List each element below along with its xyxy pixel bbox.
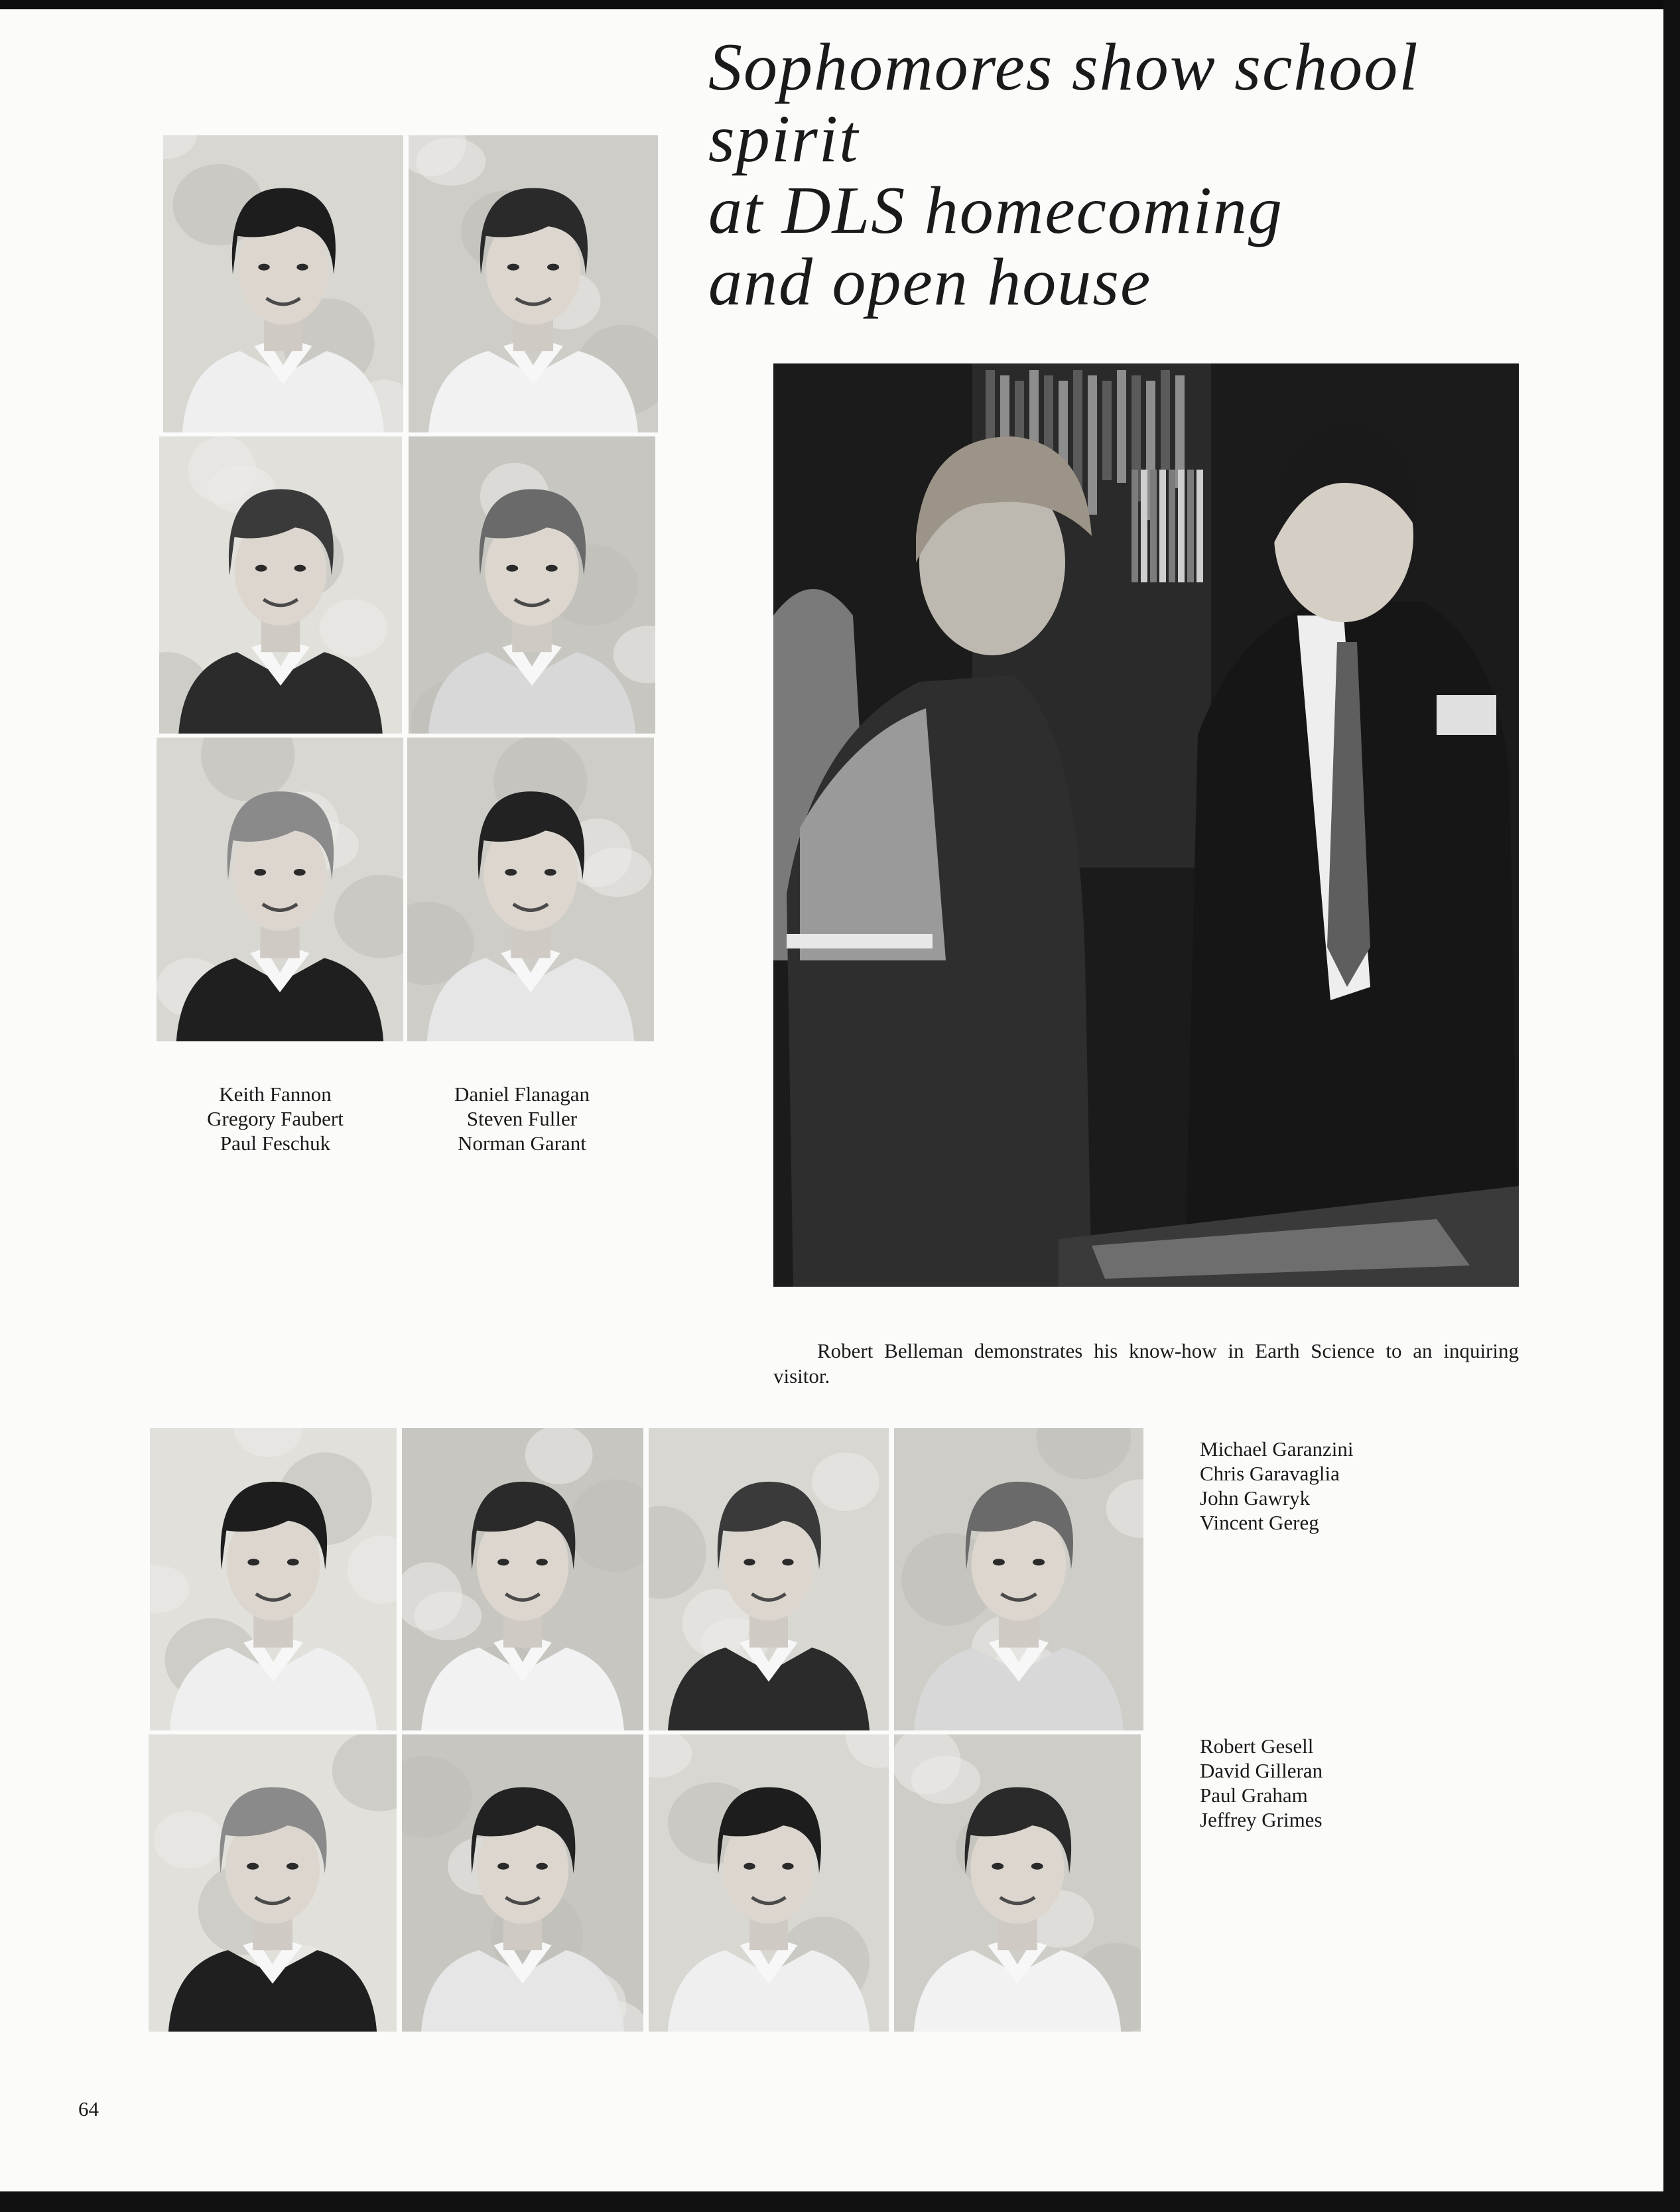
scan-border [0, 2191, 1680, 2212]
student-name: Daniel Flanagan [454, 1082, 590, 1106]
book-spine [1161, 370, 1170, 470]
eye-shape [546, 565, 558, 572]
book-spine [1141, 470, 1147, 582]
portrait-illustration [163, 135, 403, 432]
eye-shape [536, 1559, 547, 1565]
portrait-illustration [402, 1428, 643, 1730]
feature-illustration [773, 363, 1519, 1287]
eye-shape [743, 1559, 755, 1565]
student-name: Jeffrey Grimes [1200, 1808, 1323, 1831]
name-list [153, 1082, 398, 1155]
portrait-photo [894, 1734, 1141, 2032]
eye-shape [255, 565, 267, 572]
backdrop-texture [525, 1428, 593, 1484]
eye-shape [506, 565, 518, 572]
student-name: Norman Garant [458, 1132, 586, 1155]
book-spine [1187, 470, 1194, 582]
eye-shape [547, 264, 559, 271]
scan-border [1663, 0, 1680, 2212]
eye-shape [1033, 1559, 1045, 1565]
student-name: David Gilleran [1200, 1759, 1323, 1782]
page-number: 64 [78, 2097, 99, 2120]
eye-shape [497, 1559, 509, 1565]
portrait-photo [409, 135, 658, 432]
portrait-photo [157, 738, 403, 1041]
eye-shape [1031, 1863, 1043, 1870]
eye-shape [993, 1559, 1005, 1565]
eye-shape [247, 1863, 259, 1870]
eye-shape [782, 1559, 793, 1565]
portrait-photo [402, 1734, 643, 2032]
eye-shape [247, 1559, 259, 1565]
book-spine [1169, 470, 1175, 582]
eye-shape [296, 264, 308, 271]
portrait-photo [402, 1428, 643, 1730]
photo-caption: Robert Belleman demonstrates his know-how in Earth Science to an inquiring visitor. [773, 1339, 1519, 1388]
portrait-photo [159, 436, 402, 734]
portrait-illustration [407, 738, 654, 1041]
portrait-photo [163, 135, 403, 432]
eye-shape [287, 1863, 298, 1870]
portrait-illustration [894, 1428, 1143, 1730]
eye-shape [294, 565, 306, 572]
backdrop-texture [188, 436, 256, 503]
eye-shape [992, 1863, 1003, 1870]
eye-shape [497, 1863, 509, 1870]
portrait-photo [649, 1734, 889, 2032]
book-spine [1131, 470, 1138, 582]
book-spine [1117, 370, 1126, 483]
left-figure-jacket [787, 675, 1092, 1287]
yearbook-page [0, 9, 1663, 2191]
backdrop-texture [153, 1811, 223, 1869]
portrait-illustration [159, 436, 402, 734]
book-spine [1159, 470, 1166, 582]
student-name: Michael Garanzini [1200, 1437, 1354, 1461]
eye-shape [536, 1863, 547, 1870]
portrait-illustration [894, 1734, 1141, 2032]
student-name: Paul Graham [1200, 1784, 1308, 1807]
eye-shape [294, 869, 306, 876]
book-spine [1088, 375, 1097, 515]
book-spine [1178, 470, 1185, 582]
feature-photo [773, 363, 1519, 1287]
student-name: Paul Feschuk [220, 1132, 331, 1155]
portrait-illustration [149, 1734, 397, 2032]
portrait-illustration [157, 738, 403, 1041]
name-tag [1437, 695, 1496, 735]
backdrop-texture [812, 1453, 879, 1511]
book-spine [1150, 470, 1157, 582]
book-spine [1196, 470, 1203, 582]
student-name: Keith Fannon [219, 1082, 332, 1106]
portrait-photo [149, 1734, 397, 2032]
portrait-illustration [649, 1428, 889, 1730]
eye-shape [507, 264, 519, 271]
eye-shape [545, 869, 556, 876]
eye-shape [258, 264, 269, 271]
student-name: Chris Garavaglia [1200, 1462, 1340, 1485]
portrait-photo [409, 436, 655, 734]
eye-shape [287, 1559, 299, 1565]
name-list [398, 1082, 646, 1155]
student-name: Gregory Faubert [207, 1107, 344, 1130]
portrait-illustration [402, 1734, 643, 2032]
eye-shape [254, 869, 266, 876]
portrait-photo [150, 1428, 397, 1730]
eye-shape [782, 1863, 793, 1870]
backdrop-texture [320, 600, 387, 657]
student-name: Steven Fuller [466, 1107, 578, 1130]
portrait-photo [894, 1428, 1143, 1730]
name-list [1200, 1734, 1478, 1832]
portrait-illustration [409, 135, 658, 432]
name-list [1200, 1437, 1478, 1535]
book-spine [1102, 381, 1112, 480]
student-name: John Gawryk [1200, 1486, 1311, 1510]
jacket-stripe [787, 934, 933, 948]
page-headline: Sophomores show school spirit at DLS homecoming and open house [708, 30, 1419, 320]
portrait-illustration [409, 436, 655, 734]
portrait-illustration [150, 1428, 397, 1730]
student-name: Robert Gesell [1200, 1734, 1314, 1758]
portrait-illustration [649, 1734, 889, 2032]
eye-shape [743, 1863, 755, 1870]
portrait-photo [649, 1428, 889, 1730]
eye-shape [505, 869, 517, 876]
portrait-photo [407, 738, 654, 1041]
student-name: Vincent Gereg [1200, 1511, 1319, 1534]
